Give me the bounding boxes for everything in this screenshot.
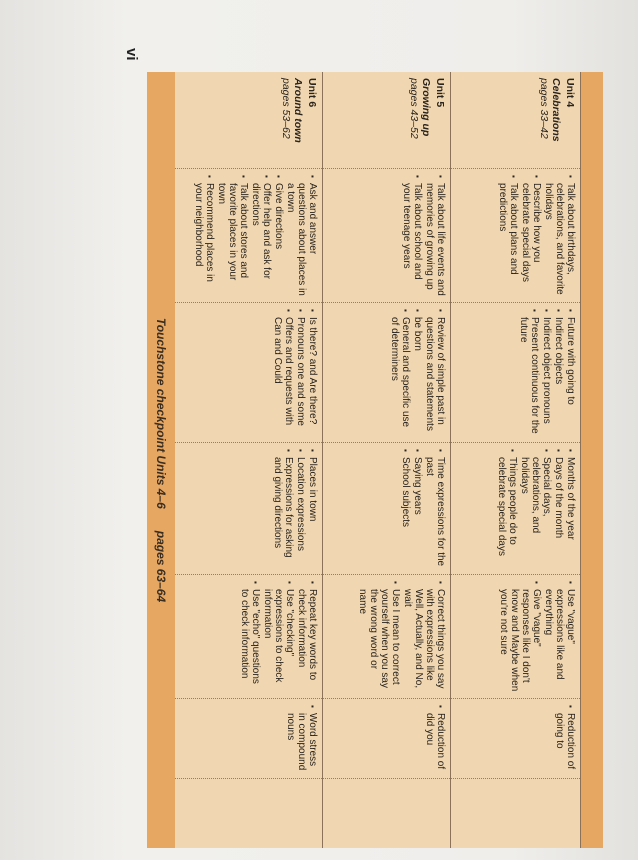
list-item: ▪ Offer help and ask for directions	[250, 175, 272, 296]
unit-heading-cell	[451, 72, 580, 168]
list-item: ▪ Things people do to celebrate special days	[496, 449, 518, 568]
syllabus-table	[147, 72, 603, 848]
list-item: ▪ Talk about school and your teenage years	[401, 175, 423, 296]
pronunciation-cell	[323, 698, 450, 778]
pronunciation-cell	[451, 698, 580, 778]
list-item: ▪ Repeat key words to check information	[296, 581, 318, 692]
list-item: ▪ Reduction of did you	[424, 705, 446, 772]
list-item: ▪ Describe how you celebrate special days	[520, 175, 542, 296]
checkpoint-label: Touchstone checkpoint Units 4–6	[154, 317, 168, 509]
vocabulary-cell	[323, 442, 450, 574]
list-item: ▪ Location expressions	[295, 449, 306, 568]
list-item: ▪ School subjects	[400, 449, 411, 568]
list-item: ▪ be born	[412, 309, 423, 436]
grammar-cell	[323, 302, 450, 442]
unit-pages: pages 43–52	[408, 78, 420, 139]
list-item: ▪ Places in town	[307, 449, 318, 568]
list-item: ▪ Days of the month	[553, 449, 564, 568]
unit-heading-cell	[175, 72, 322, 168]
list-item: ▪ Review of simple past in questions and statements	[424, 309, 446, 436]
unit-title: Unit 4	[564, 78, 576, 108]
unit-pages: pages 33–42	[538, 78, 550, 139]
conversation-cell	[451, 574, 580, 698]
unit-pages: pages 53–62	[280, 78, 292, 139]
list-item: ▪ Word stress in compound nouns	[285, 705, 318, 772]
unit-row-6	[175, 72, 323, 848]
list-item: ▪ Correct things you say with expressions like Well, Actually, and No, wait	[402, 581, 446, 692]
pronunciation-cell	[175, 698, 322, 778]
unit-topic: Celebrations	[550, 78, 562, 142]
list-item: ▪ Pronouns one and some	[295, 309, 306, 436]
list-item: ▪ Special days, celebrations, and holidays	[519, 449, 552, 568]
unit-row-4	[451, 72, 581, 848]
unit-row-5	[323, 72, 451, 848]
functions-cell	[175, 168, 322, 302]
list-item: ▪ Use "vague" expressions like and everything	[543, 581, 576, 692]
vocabulary-cell	[175, 442, 322, 574]
list-item: ▪ Give "vague" responses like I don't know and Maybe when you're not sure	[498, 581, 542, 692]
list-item: ▪ Present continuous for the future	[518, 309, 540, 436]
extra-cell	[323, 778, 450, 848]
list-item: ▪ Expressions for asking and giving directions	[272, 449, 294, 568]
conversation-cell	[323, 574, 450, 698]
list-item: ▪ Offers and requests with Can and Could	[272, 309, 294, 436]
functions-cell	[451, 168, 580, 302]
unit-heading-cell	[323, 72, 450, 168]
list-item: ▪ Is there? and Are there?	[307, 309, 318, 436]
grammar-cell	[451, 302, 580, 442]
list-item: ▪ Use I mean to correct yourself when you say the wrong word or name	[357, 581, 401, 692]
list-item: ▪ Talk about birthdays, celebrations, and favorite holidays	[543, 175, 576, 296]
unit-topic: Growing up	[420, 78, 432, 137]
extra-cell	[175, 778, 322, 848]
list-item: ▪ Reduction of going to	[554, 705, 576, 772]
unit-topic: Around town	[292, 78, 304, 143]
list-item: ▪ Indirect object pronouns	[541, 309, 552, 436]
list-item: ▪ General and specific use of determiners	[389, 309, 411, 436]
list-item: ▪ Months of the year	[565, 449, 576, 568]
list-item: ▪ Future with going to	[565, 309, 576, 436]
conversation-cell	[175, 574, 322, 698]
list-item: ▪ Ask and answer questions about places in a town	[285, 175, 318, 296]
list-item: ▪ Talk about stores and favorite places in your town	[216, 175, 249, 296]
checkpoint-pages: pages 63–64	[154, 530, 168, 603]
list-item: ▪ Time expressions for the past	[424, 449, 446, 568]
unit-title: Unit 5	[434, 78, 446, 108]
list-item: ▪ Give directions	[273, 175, 284, 296]
list-item: ▪ Use "checking" expressions to check information	[262, 581, 295, 692]
table-top-band	[581, 72, 603, 848]
list-item: ▪ Indirect objects	[553, 309, 564, 436]
grammar-cell	[175, 302, 322, 442]
vocabulary-cell	[451, 442, 580, 574]
page-number: vi	[123, 48, 140, 61]
checkpoint-banner	[147, 72, 175, 848]
unit-title: Unit 6	[306, 78, 318, 108]
list-item: ▪ Talk about plans and predictions	[497, 175, 519, 296]
extra-cell	[451, 778, 580, 848]
list-item: ▪ Use "echo" questions to check information	[239, 581, 261, 692]
functions-cell	[323, 168, 450, 302]
list-item: ▪ Saying years	[412, 449, 423, 568]
list-item: ▪ Talk about life events and memories of growing up	[424, 175, 446, 296]
list-item: ▪ Recommend places in your neighborhood	[193, 175, 215, 296]
